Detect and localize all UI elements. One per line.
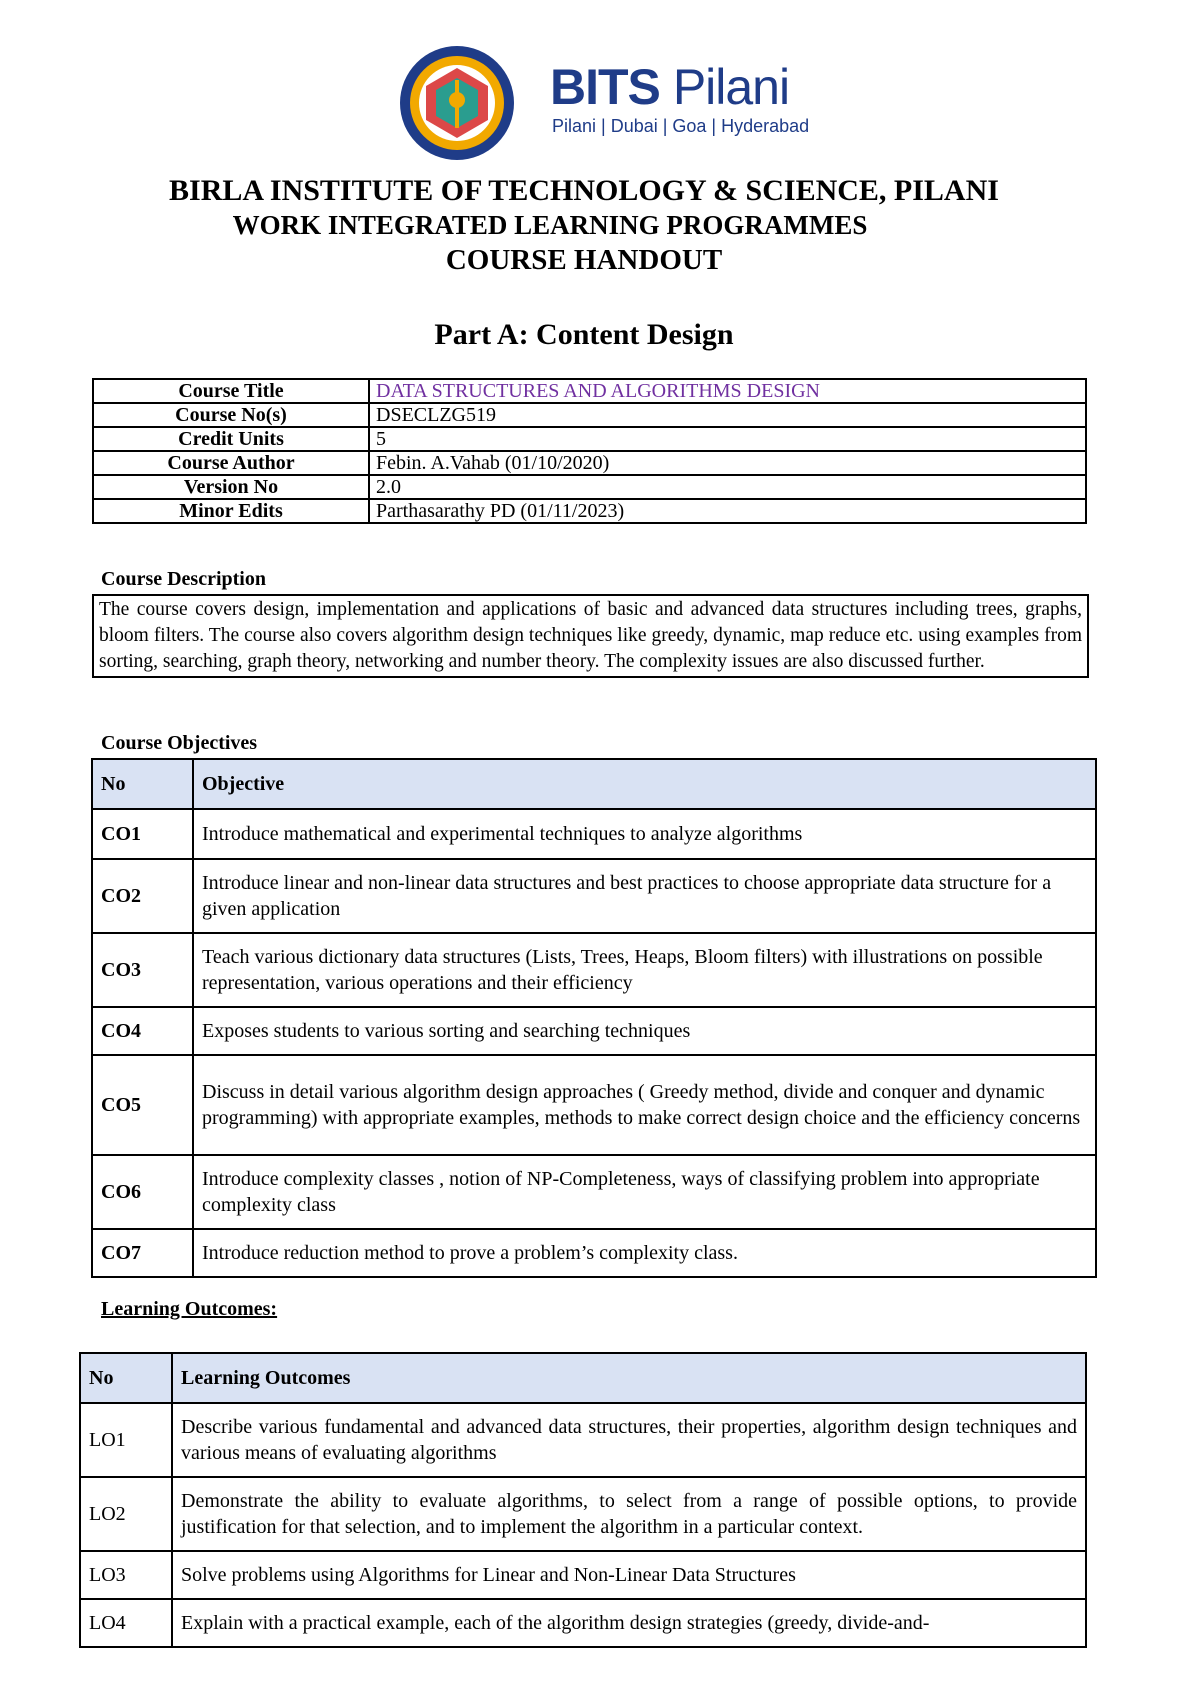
table-row: [93, 451, 1086, 475]
objective-no: CO5: [92, 1055, 193, 1155]
table-row: [92, 1229, 1096, 1277]
table-row: [93, 403, 1086, 427]
objective-text: Introduce reduction method to prove a problem’s complexity class.: [193, 1229, 1096, 1277]
outcome-no: LO3: [80, 1551, 172, 1599]
brand-name: BITS Pilani: [550, 59, 790, 115]
objective-text: Teach various dictionary data structures (Lists, Trees, Heaps, Bloom filters) with illustrations on possible representation, various operations and their efficiency: [193, 933, 1096, 1007]
bits-pilani-logo: [398, 44, 818, 164]
table-row: [93, 379, 1086, 403]
version-no-label: Version No: [93, 475, 369, 499]
course-no-label: Course No(s): [93, 403, 369, 427]
course-objectives-heading: Course Objectives: [101, 732, 258, 754]
outcome-no: LO4: [80, 1599, 172, 1647]
part-heading: Part A: Content Design: [434, 318, 734, 351]
course-description-text: The course covers design, implementation and applications of basic and advanced data structures including trees, graphs, bloom filters. The course also covers algorithm design techniques like greedy, dynamic, map reduce etc. using examples from sorting, searching, graph theory, networking and number theory. The complexity issues are also discussed further.: [92, 594, 1089, 678]
column-header-objective: Objective: [193, 759, 1096, 809]
objective-no: CO7: [92, 1229, 193, 1277]
table-header-row: [80, 1353, 1086, 1403]
programme-title: WORK INTEGRATED LEARNING PROGRAMMES: [232, 210, 868, 240]
objective-text: Introduce complexity classes , notion of NP-Completeness, ways of classifying problem into appropriate complexity class: [193, 1155, 1096, 1229]
outcome-text: Solve problems using Algorithms for Linear and Non-Linear Data Structures: [172, 1551, 1086, 1599]
institute-seal-icon: [398, 44, 516, 162]
table-row: [80, 1477, 1086, 1551]
minor-edits-value: Parthasarathy PD (01/11/2023): [369, 499, 1086, 523]
column-header-no: No: [80, 1353, 172, 1403]
outcome-no: LO1: [80, 1403, 172, 1477]
table-row: [92, 933, 1096, 1007]
credit-units-label: Credit Units: [93, 427, 369, 451]
version-no-value: 2.0: [369, 475, 1086, 499]
outcome-text: Demonstrate the ability to evaluate algorithms, to select from a range of possible options, to provide justification for that selection, and to implement the algorithm in a particular context.: [172, 1477, 1086, 1551]
table-row: [92, 1155, 1096, 1229]
table-row: [80, 1403, 1086, 1477]
table-row: [92, 1007, 1096, 1055]
objective-no: CO6: [92, 1155, 193, 1229]
course-author-value: Febin. A.Vahab (01/10/2020): [369, 451, 1086, 475]
column-header-no: No: [92, 759, 193, 809]
course-no-value: DSECLZG519: [369, 403, 1086, 427]
column-header-learning-outcomes: Learning Outcomes: [172, 1353, 1086, 1403]
minor-edits-label: Minor Edits: [93, 499, 369, 523]
outcome-no: LO2: [80, 1477, 172, 1551]
outcome-text: Explain with a practical example, each of the algorithm design strategies (greedy, divide-and-: [172, 1599, 1086, 1647]
table-row: [93, 475, 1086, 499]
table-header-row: [92, 759, 1096, 809]
document-title: COURSE HANDOUT: [445, 244, 723, 276]
objective-text: Discuss in detail various algorithm design approaches ( Greedy method, divide and conquer and dynamic programming) with appropriate examples, methods to make correct design choice and the efficiency concerns: [193, 1055, 1096, 1155]
learning-outcomes-heading: Learning Outcomes:: [101, 1298, 278, 1320]
institute-title: BIRLA INSTITUTE OF TECHNOLOGY & SCIENCE, PILANI: [169, 174, 999, 207]
course-title-value: DATA STRUCTURES AND ALGORITHMS DESIGN: [369, 379, 1086, 403]
table-row: [93, 499, 1086, 523]
table-row: [92, 1055, 1096, 1155]
campus-list: Pilani | Dubai | Goa | Hyderabad: [552, 116, 810, 136]
objective-text: Introduce mathematical and experimental techniques to analyze algorithms: [193, 809, 1096, 859]
credit-units-value: 5: [369, 427, 1086, 451]
table-row: [93, 427, 1086, 451]
objective-text: Introduce linear and non-linear data structures and best practices to choose appropriate data structure for a given application: [193, 859, 1096, 933]
table-row: [80, 1551, 1086, 1599]
course-description-heading: Course Description: [101, 568, 266, 590]
table-row: [80, 1599, 1086, 1647]
objective-text: Exposes students to various sorting and searching techniques: [193, 1007, 1096, 1055]
table-row: [92, 859, 1096, 933]
objective-no: CO4: [92, 1007, 193, 1055]
course-info-table: [92, 378, 1087, 524]
brand-name-suffix: Pilani: [672, 59, 790, 115]
course-objectives-table: [91, 758, 1097, 1278]
outcome-text: Describe various fundamental and advanced data structures, their properties, algorithm design techniques and various means of evaluating algorithms: [172, 1403, 1086, 1477]
objective-no: CO2: [92, 859, 193, 933]
objective-no: CO1: [92, 809, 193, 859]
learning-outcomes-table: [79, 1352, 1087, 1648]
table-row: [92, 809, 1096, 859]
course-title-label: Course Title: [93, 379, 369, 403]
objective-no: CO3: [92, 933, 193, 1007]
course-author-label: Course Author: [93, 451, 369, 475]
